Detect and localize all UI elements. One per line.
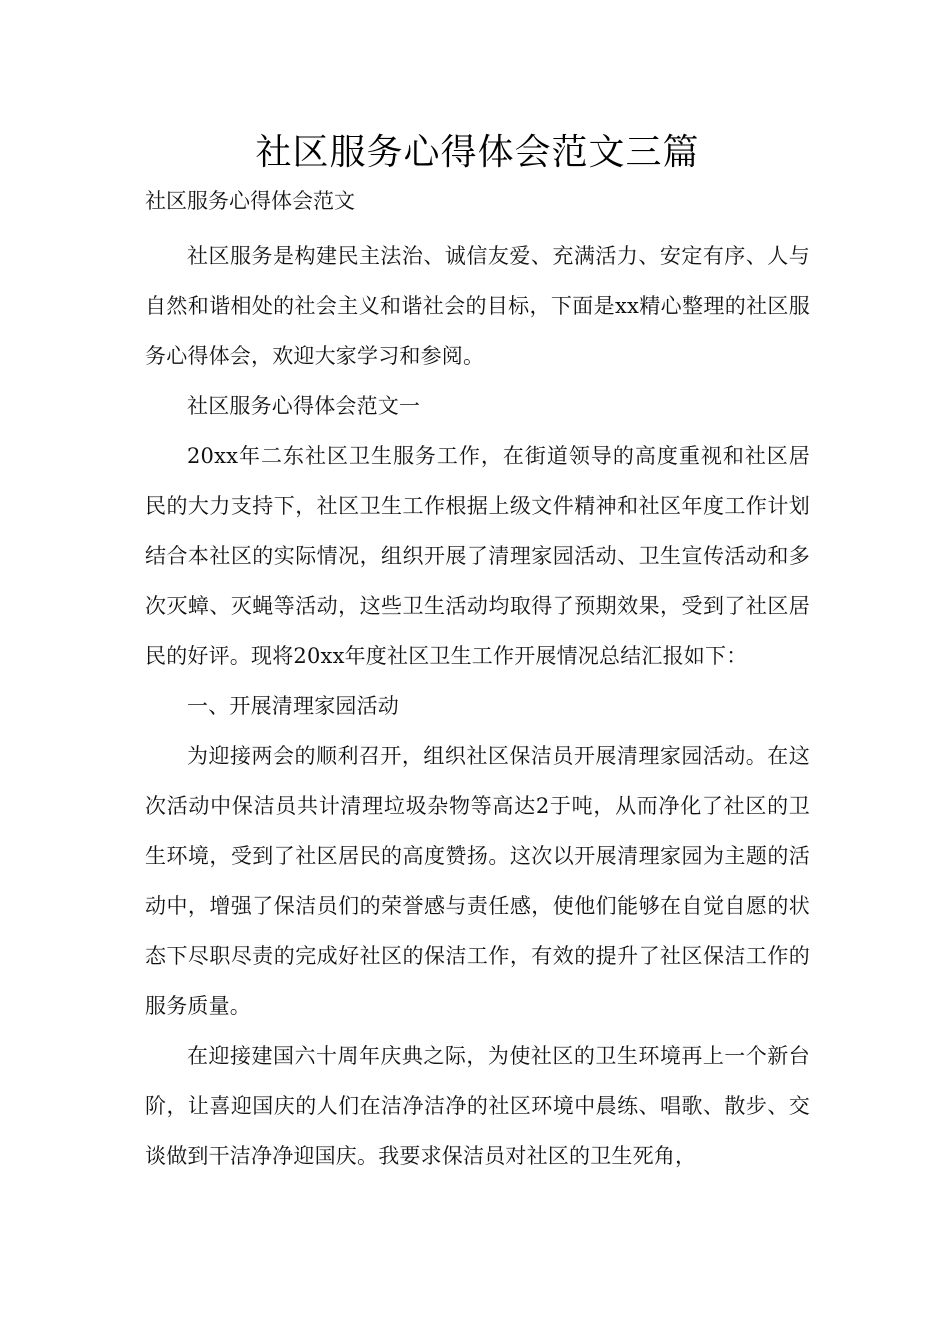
section-heading-cleanup: 一、开展清理家园活动 — [187, 694, 399, 718]
document-page — [145, 125, 810, 1181]
body-paragraph: 20xx年二东社区卫生服务工作，在街道领导的高度重视和社区居民的大力支持下，社区卫生工作根据上级文件精神和社区年度工作计划结合本社区的实际情况，组织开展了清理家园活动、卫生宣传活动和多次灭蟑、灭蝇等活动，这些卫生活动均取得了预期效果，受到了社区居民的好评。现将20xx年度社区卫生工作开展情况总结汇报如下： — [145, 444, 810, 668]
intro-paragraph: 社区服务是构建民主法治、诚信友爱、充满活力、安定有序、人与自然和谐相处的社会主义和谐社会的目标，下面是xx精心整理的社区服务心得体会，欢迎大家学习和参阅。 — [145, 244, 810, 368]
body-paragraph: 为迎接两会的顺利召开，组织社区保洁员开展清理家园活动。在这次活动中保洁员共计清理垃圾杂物等高达2于吨，从而净化了社区的卫生环境，受到了社区居民的高度赞扬。这次以开展清理家园为主题的活动中，增强了保洁员们的荣誉感与责任感，使他们能够在自觉自愿的状态下尽职尽责的完成好社区的保洁工作，有效的提升了社区保洁工作的服务质量。 — [145, 744, 810, 1018]
body-paragraph: 在迎接建国六十周年庆典之际，为使社区的卫生环境再上一个新台阶，让喜迎国庆的人们在洁净洁净的社区环境中晨练、唱歌、散步、交谈做到干洁净净迎国庆。我要求保洁员对社区的卫生死角， — [145, 1044, 810, 1168]
document-title: 社区服务心得体会范文三篇 — [255, 132, 700, 173]
section-heading-one: 社区服务心得体会范文一 — [187, 394, 421, 418]
document-subtitle: 社区服务心得体会范文 — [145, 189, 355, 213]
